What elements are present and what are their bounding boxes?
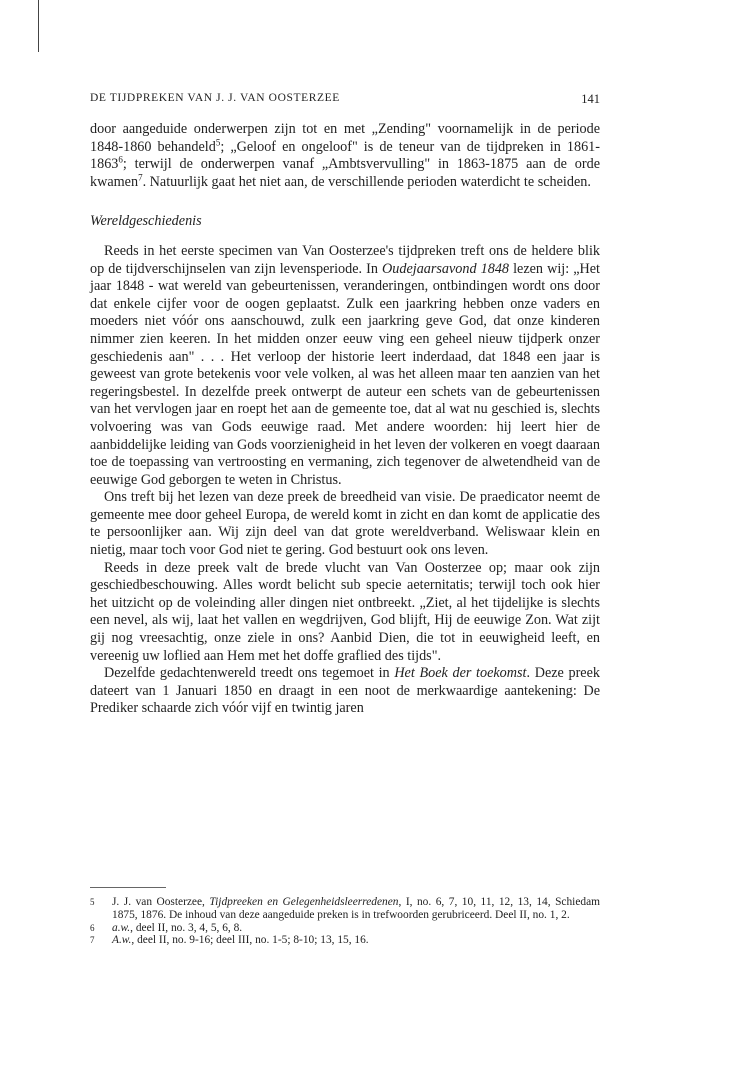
footnote-6 (90, 922, 600, 935)
footnote-text (112, 896, 600, 922)
footnote-text-b: , deel II, no. 3, 4, 5, 6, 8. (130, 921, 243, 934)
footnote-number: 7 (90, 935, 95, 946)
footnote-abbrev-italic: A.w. (112, 934, 132, 947)
margin-rule (38, 0, 39, 52)
paragraph-3: Ons treft bij het lezen van deze preek de breedheid van visie. De praedicator neemt de gemeente mee door geheel Europa, de wereld komt in zicht en dan komt de applicatie des te persoonlijker aan. Wij zijn deel van dat grote wereldverband. Weliswaar klein en nietig, maar toch voor God niet te gering. God bestuurt ook ons leven. (90, 489, 600, 559)
footnote-text (112, 934, 600, 947)
footnotes (90, 896, 600, 947)
footnote-7 (90, 934, 600, 947)
paragraph-1-text-b: ; „Geloof en ongeloof" is de teneur van de tijdpreken in 1861-1863 (90, 138, 600, 173)
paragraph-1 (90, 121, 600, 191)
running-head (90, 92, 600, 108)
footnote-text-b: , I, no. 6, 7, 10, 11, 12, 13, 14, Schiedam 1875, 1876. De inhoud van deze aangeduide preken is in trefwoorden gerubriceerd. Deel II, no. 1, 2. (112, 896, 601, 921)
section-heading: Wereldgeschiedenis (90, 213, 202, 230)
footnote-title-italic: Tijdpreeken en Gelegenheidsleerredenen (209, 896, 399, 908)
footnote-ref-6: 6 (118, 154, 123, 165)
footnote-text-a: J. J. van Oosterzee, (112, 896, 210, 908)
footnote-ref-7: 7 (138, 172, 143, 183)
paragraph-1-text-d: . Natuurlijk gaat het niet aan, de verschillende perioden waterdicht te scheiden. (142, 173, 591, 190)
paragraph-2-text-a: Reeds in het eerste specimen van Van Oosterzee's tijdpreken treft ons de heldere blik op de tijdverschijnselen van zijn levensperiode. In (90, 242, 600, 277)
running-head-title: DE TIJDPREKEN VAN J. J. VAN OOSTERZEE (90, 92, 340, 104)
paragraph-1-text-a: door aangeduide onderwerpen zijn tot en met „Zending" voornamelijk in de periode 1848-1860 behandeld (90, 121, 600, 155)
paragraph-2 (90, 243, 600, 489)
footnote-5 (90, 896, 600, 922)
paragraph-2-title-italic: Oudejaarsavond 1848 (382, 260, 510, 277)
paragraph-1-text-c: ; terwijl de onderwerpen vanaf „Ambtsvervulling" in 1863-1875 aan de orde kwamen (90, 156, 600, 190)
page-number: 141 (581, 92, 600, 106)
paragraph-4: Reeds in deze preek valt de brede vlucht van Van Oosterzee op; maar ook zijn geschiedbeschouwing. Alles wordt belicht sub specie aeternitatis; terwijl toch ook hier het uitzicht op de voleinding aller dingen niet ontbreekt. „Ziet, al het tijdelijke is slechts een nevel, als wij, laat het vallen en wegdrijven, God blijft, Hij de eeuwige Zon. Wat zijt gij nog vreesachtig, onze ziele in ons? Aanbid Dien, die tot in eeuwigheid leeft, en vereenig uw loflied aan Hem met het doffe graflied des tijds". (90, 559, 600, 664)
body-text (90, 121, 600, 718)
footnote-text-b: , deel II, no. 9-16; deel III, no. 1-5; 8-10; 13, 15, 16. (131, 934, 369, 947)
paragraph-5-text-a: Dezelfde gedachtenwereld treedt ons tegemoet in (104, 665, 395, 682)
footnote-abbrev-italic: a.w. (112, 921, 131, 934)
paragraph-5-text-b: . Deze preek dateert van 1 Januari 1850 en draagt in een noot de merkwaardige aantekening: De Prediker schaarde zich vóór vijf en twintig jaren (90, 665, 600, 717)
paragraph-2-text-b: lezen wij: „Het jaar 1848 - wat wereld van gebeurtenissen, veranderingen, ontbindingen wordt ons door dat enkele cijfer voor de oogen geplaatst. Zulk een jaarkring hebben onze vaders en moeders niet vóór ons aanschouwd, zulk een jaarkring geve God, dat onze kinderen nimmer zien keeren. In het midden onzer eeuw ving een geheel nieuw tijdperk onzer geschiedenis aan" . . . Het verloop der historie leert inderdaad, dat 1848 een jaar is geweest van grote betekenis voor vele volken, al was het alleen maar ten aanzien van het regeringsbestel. In dezelfde preek ontwerpt de auteur een schets van de gebeurtenissen van het vervlogen jaar en roept het aan de gemeente toe, dat al wat nu geschied is, slechts volvoering was van Gods eeuwige raad. Met andere woorden: hij leert hier de aanbiddelijke leiding van Gods voorzienigheid in het leven der volkeren en voegt daaraan toe de toepassing van vertroosting en vermaning, zich tegenover de alwetendheid van de eeuwige God geborgen te weten in Christus. (90, 260, 600, 488)
paragraph-5 (90, 665, 600, 718)
footnote-text (112, 922, 600, 935)
footnote-divider (90, 887, 166, 888)
footnote-number: 5 (90, 897, 95, 907)
footnote-number: 6 (90, 922, 95, 933)
footnote-ref-5: 5 (215, 136, 221, 147)
paragraph-5-title-italic: Het Boek der toekomst (394, 665, 527, 682)
